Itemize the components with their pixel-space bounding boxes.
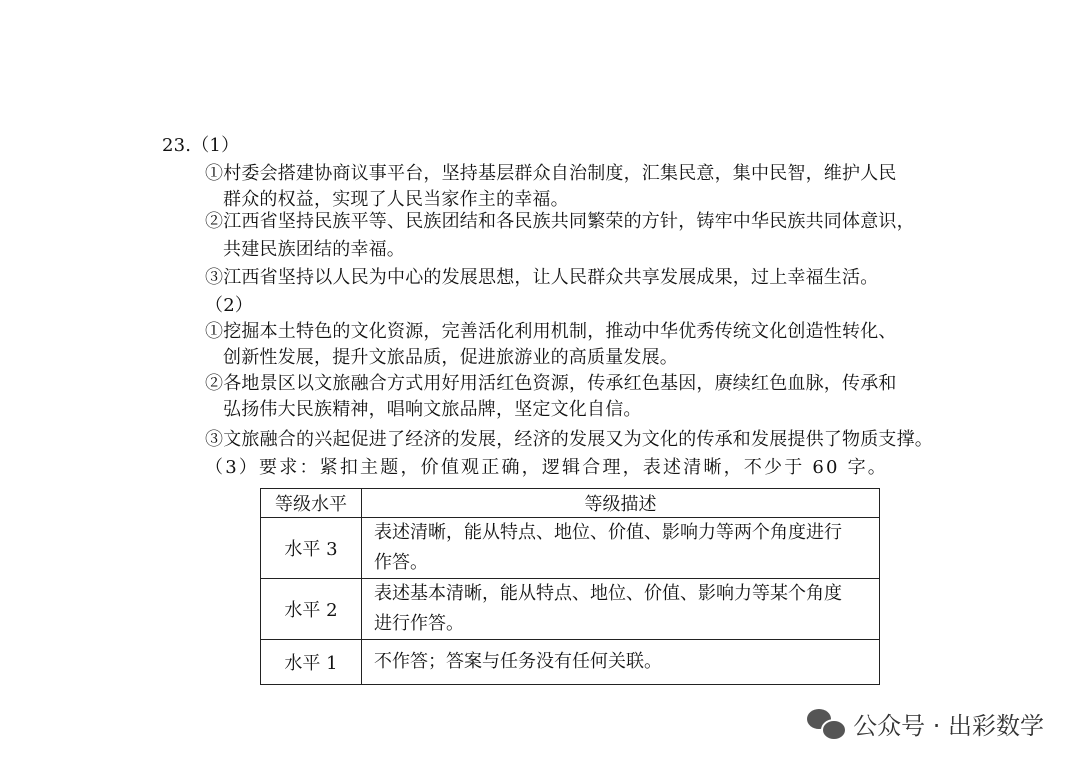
rubric-desc <box>362 518 880 579</box>
part1-item1-line2: 群众的权益，实现了人民当家作主的幸福。 <box>223 189 569 210</box>
rubric-desc-line: 表述清晰，能从特点、地位、价值、影响力等两个角度进行 <box>374 522 842 543</box>
part2-item1-line2: 创新性发展，提升文旅品质，促进旅游业的高质量发展。 <box>223 347 678 368</box>
rubric-row-level1 <box>261 640 880 685</box>
part2-item3-line1: ③文旅融合的兴起促进了经济的发展，经济的发展又为文化的传承和发展提供了物质支撑。 <box>205 429 933 450</box>
watermark-text: 公众号 · 出彩数学 <box>853 712 1044 740</box>
rubric-desc <box>362 579 880 640</box>
part2-heading: （2） <box>205 295 254 316</box>
watermark <box>807 706 1044 741</box>
part2-item2-line2: 弘扬伟大民族精神，唱响文旅品牌，坚定文化自信。 <box>223 399 642 420</box>
rubric-row-level3 <box>261 518 880 579</box>
rubric-level: 水平 2 <box>261 579 362 640</box>
part1-item2-line1: ②江西省坚持民族平等、民族团结和各民族共同繁荣的方针，铸牢中华民族共同体意识， <box>205 211 915 232</box>
rubric-desc-line: 作答。 <box>374 552 428 573</box>
rubric-row-level2 <box>261 579 880 640</box>
part2-item1-line1: ①挖掘本土特色的文化资源，完善活化利用机制，推动中华优秀传统文化创造性转化、 <box>205 321 897 342</box>
part3-requirement: （3）要求：紧扣主题，价值观正确，逻辑合理，表述清晰，不少于 60 字。 <box>205 457 888 478</box>
part1-item1-line1: ①村委会搭建协商议事平台，坚持基层群众自治制度，汇集民意，集中民智，维护人民 <box>205 163 897 184</box>
rubric-table <box>260 488 880 685</box>
rubric-header-row <box>261 489 880 518</box>
rubric-desc-line: 表述基本清晰，能从特点、地位、价值、影响力等某个角度 <box>374 583 842 604</box>
rubric-desc-line: 进行作答。 <box>374 613 464 634</box>
rubric-level: 水平 1 <box>261 640 362 685</box>
part1-item3-line1: ③江西省坚持以人民为中心的发展思想，让人民群众共享发展成果，过上幸福生活。 <box>205 267 879 288</box>
part1-heading: 23.（1） <box>162 135 240 156</box>
part2-item2-line1: ②各地景区以文旅融合方式用好用活红色资源，传承红色基因，赓续红色血脉，传承和 <box>205 373 897 394</box>
wechat-icon <box>807 707 845 741</box>
part1-item2-line2: 共建民族团结的幸福。 <box>223 239 405 260</box>
rubric-desc-line: 不作答；答案与任务没有任何关联。 <box>374 651 662 672</box>
rubric-level: 水平 3 <box>261 518 362 579</box>
rubric-header-desc: 等级描述 <box>362 489 880 518</box>
rubric-header-level: 等级水平 <box>261 489 362 518</box>
rubric-desc <box>362 640 880 685</box>
